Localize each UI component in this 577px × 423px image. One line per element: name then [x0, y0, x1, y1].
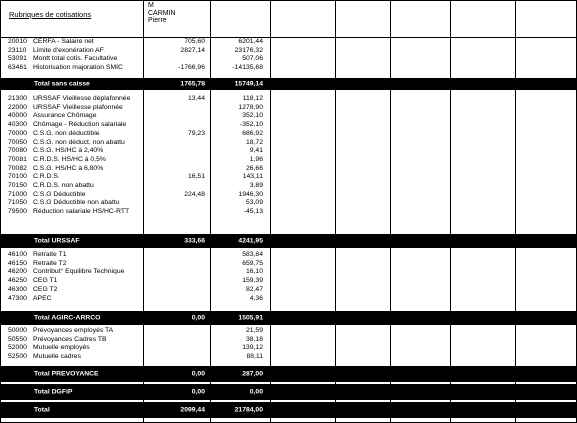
row-divider: [0, 37, 577, 38]
rubric-label: C.R.D.S.: [33, 173, 60, 181]
rubric-value-month: 2827,14: [180, 46, 205, 54]
rubric-code: 70150: [8, 182, 27, 189]
rubric-label: C.S.G. HS/HC à 6,80%: [33, 164, 104, 172]
rubric-value-cumul: 1,96: [249, 155, 263, 163]
rubric-code: 63461: [8, 64, 27, 72]
rubric-value-cumul: 9,41: [249, 147, 263, 155]
table-row: [0, 173, 577, 182]
rubric-label: C.S.G. non déduct. non abattu: [33, 138, 125, 146]
rubric-label: Assurance Chômage: [33, 112, 97, 120]
table-row: [0, 139, 577, 148]
rubric-code: 46250: [8, 277, 27, 285]
table-row: [0, 121, 577, 130]
final-total-label: Total PREVOYANCE: [34, 370, 99, 378]
row-divider: [0, 0, 577, 1]
rubric-label: URSSAF Vieillesse déplafonnée: [33, 95, 131, 102]
column-divider: [450, 0, 451, 423]
rubric-value-cumul: 3,89: [249, 182, 263, 189]
total-value-month: 0,00: [191, 314, 205, 322]
rubric-label: CERFA - Salaire net: [33, 38, 94, 45]
rubric-label: URSSAF Vieillesse plafonnée: [33, 103, 123, 111]
employee-name: [148, 2, 176, 25]
rubric-value-cumul: 53,09: [245, 199, 263, 207]
table-row: [0, 295, 577, 304]
rubric-value-cumul: 16,10: [245, 268, 263, 276]
column-divider: [335, 0, 336, 423]
table-row: [0, 286, 577, 295]
rubric-label: C.S.G Déductible non abattu: [33, 199, 120, 207]
rubric-value-cumul: 352,10: [242, 112, 263, 120]
total-label: Total URSSAF: [34, 237, 80, 245]
rubric-code: 70081: [8, 155, 27, 163]
rubric-value-cumul: -45,13: [243, 208, 263, 216]
table-row: [0, 336, 577, 345]
column-divider: [270, 0, 271, 423]
rubric-value-cumul: 139,12: [242, 344, 263, 352]
final-total-value-cumul: 21784,00: [234, 406, 263, 414]
table-row: [0, 353, 577, 362]
rubric-label: Retraite T2: [33, 259, 67, 267]
rubric-value-cumul: 143,11: [242, 173, 263, 181]
final-total-value-month: 0,00: [191, 370, 205, 378]
rubric-value-cumul: 6201,44: [238, 38, 263, 45]
employee-firstname: Pierre: [148, 17, 167, 25]
rubric-value-month: -1766,96: [178, 64, 205, 72]
rubric-label: Mutuelle cadres: [33, 353, 81, 361]
rubric-value-month: 13,44: [187, 95, 205, 102]
rubric-label: Historisation majoration SMIC: [33, 64, 123, 72]
rubric-code: 46100: [8, 251, 27, 258]
total-row: [0, 78, 577, 90]
final-total-row: [0, 402, 577, 418]
total-row: [0, 234, 577, 248]
table-row: [0, 156, 577, 165]
rubric-label: Montt total cotis. Facultative: [33, 55, 118, 63]
column-divider: [210, 0, 211, 423]
rubric-label: Chômage - Réduction salariale: [33, 121, 127, 129]
final-total-label: Total DGFiP: [34, 388, 73, 396]
rubric-value-cumul: 88,11: [246, 353, 263, 361]
rubric-code: 40300: [8, 121, 27, 129]
employee-lastname: CARMIN: [148, 9, 176, 17]
table-row: [0, 268, 577, 277]
rubric-label: APEC: [33, 294, 52, 302]
total-value-month: 333,66: [184, 237, 205, 245]
rubric-value-cumul: 23176,32: [234, 46, 263, 54]
rubric-label: Mutuelle employés: [33, 344, 90, 352]
final-total-value-month: 2099,44: [180, 406, 205, 414]
rubric-label: C.R.D.S. HS/HC à 0,5%: [33, 155, 106, 163]
table-row: [0, 47, 577, 56]
rubric-value-cumul: 26,66: [245, 164, 263, 172]
employee-civility: M: [148, 2, 154, 9]
rubric-code: 50000: [8, 327, 27, 334]
rubric-value-cumul: 507,06: [242, 55, 263, 63]
rubric-code: 70080: [8, 147, 27, 155]
rubric-value-cumul: 159,39: [242, 277, 263, 285]
rubric-code: 22000: [8, 103, 27, 111]
table-row: [0, 344, 577, 353]
header-title: Rubriques de cotisations: [9, 10, 92, 19]
rubric-value-month: 224,48: [184, 190, 205, 198]
rubric-value-cumul: 686,92: [242, 129, 263, 137]
rubric-code: 53091: [8, 55, 27, 63]
rubric-value-cumul: 38,18: [245, 335, 263, 343]
rubric-value-cumul: 18,72: [245, 138, 263, 146]
rubric-code: 46200: [8, 268, 27, 276]
total-value-cumul: 1505,91: [238, 314, 263, 322]
column-divider: [0, 0, 1, 423]
rubric-value-cumul: -352,10: [239, 121, 263, 129]
rubric-label: Réduction salariale HS/HC-RTT: [33, 208, 130, 216]
final-total-row: [0, 366, 577, 382]
rubric-value-cumul: 82,47: [245, 285, 263, 293]
rubric-label: Contribut° Equilibre Technique: [33, 268, 125, 276]
table-row: [0, 251, 577, 260]
table-row: [0, 104, 577, 113]
rubric-code: 71050: [8, 199, 27, 207]
final-total-value-cumul: 0,00: [249, 388, 263, 396]
rubric-code: 52500: [8, 353, 27, 361]
total-label: Total sans caisse: [34, 80, 90, 88]
rubric-label: Limite d'exonération AF: [33, 46, 104, 54]
final-total-value-month: 0,00: [191, 388, 205, 396]
rubric-code: 20010: [8, 38, 27, 45]
table-row: [0, 277, 577, 286]
rubric-value-cumul: 21,59: [245, 327, 263, 334]
column-divider: [143, 0, 144, 423]
table-row: [0, 182, 577, 191]
rubric-label: C.S.G. non déductible: [33, 129, 100, 137]
table-row: [0, 95, 577, 104]
table-row: [0, 112, 577, 121]
total-row: [0, 311, 577, 325]
total-label: Total AGIRC-ARRCO: [34, 314, 101, 322]
column-divider: [515, 0, 516, 423]
rubric-code: 70082: [8, 164, 27, 172]
table-row: [0, 55, 577, 64]
final-total-value-cumul: 287,00: [242, 370, 263, 378]
total-value-cumul: 4241,95: [238, 237, 263, 245]
rubric-label: Retraite T1: [33, 251, 67, 258]
rubric-code: 71000: [8, 190, 27, 198]
rubric-label: Prévoyances employés TA: [33, 327, 114, 334]
rubric-value-cumul: 118,12: [242, 95, 263, 102]
table-row: [0, 327, 577, 336]
rubric-label: C.S.G Déductible: [33, 190, 86, 198]
rubric-value-month: 79,23: [187, 129, 205, 137]
rubric-label: CEG T2: [33, 285, 58, 293]
rubric-value-cumul: 659,75: [242, 259, 263, 267]
table-row: [0, 199, 577, 208]
rubric-value-cumul: 4,36: [249, 294, 263, 302]
table-row: [0, 130, 577, 139]
column-divider: [390, 0, 391, 423]
rubric-value-month: 16,51: [187, 173, 205, 181]
sheet-header: [0, 0, 577, 37]
rubric-code: 50550: [8, 335, 27, 343]
table-row: [0, 165, 577, 174]
rubric-label: CEG T1: [33, 277, 58, 285]
rubric-value-month: 705,60: [184, 38, 205, 45]
rubric-value-cumul: 1278,90: [238, 103, 263, 111]
rubric-label: C.R.D.S. non abattu: [33, 182, 94, 189]
rubric-code: 47300: [8, 294, 27, 302]
rubric-code: 40000: [8, 112, 27, 120]
rubric-value-cumul: 583,84: [242, 251, 263, 258]
rubric-code: 21300: [8, 95, 27, 102]
rubric-code: 70000: [8, 129, 27, 137]
final-total-row: [0, 384, 577, 400]
total-value-cumul: 15749,14: [234, 80, 263, 88]
rubric-code: 52000: [8, 344, 27, 352]
table-row: [0, 64, 577, 73]
rubric-code: 46150: [8, 259, 27, 267]
rubric-code: 79500: [8, 208, 27, 216]
rubric-label: C.S.G. HS/HC à 2,40%: [33, 147, 104, 155]
table-row: [0, 208, 577, 217]
rubric-code: 46300: [8, 285, 27, 293]
table-row: [0, 147, 577, 156]
rubric-label: Prévoyances Cadres TB: [33, 335, 107, 343]
rubric-code: 23110: [8, 46, 27, 54]
table-row: [0, 191, 577, 200]
rubric-value-cumul: -14135,68: [232, 64, 263, 72]
rubric-code: 70100: [8, 173, 27, 181]
rubric-code: 70050: [8, 138, 27, 146]
rubric-value-cumul: 1946,30: [238, 190, 263, 198]
final-total-label: Total: [34, 406, 50, 414]
table-row: [0, 38, 577, 47]
total-value-month: 1765,78: [180, 80, 205, 88]
